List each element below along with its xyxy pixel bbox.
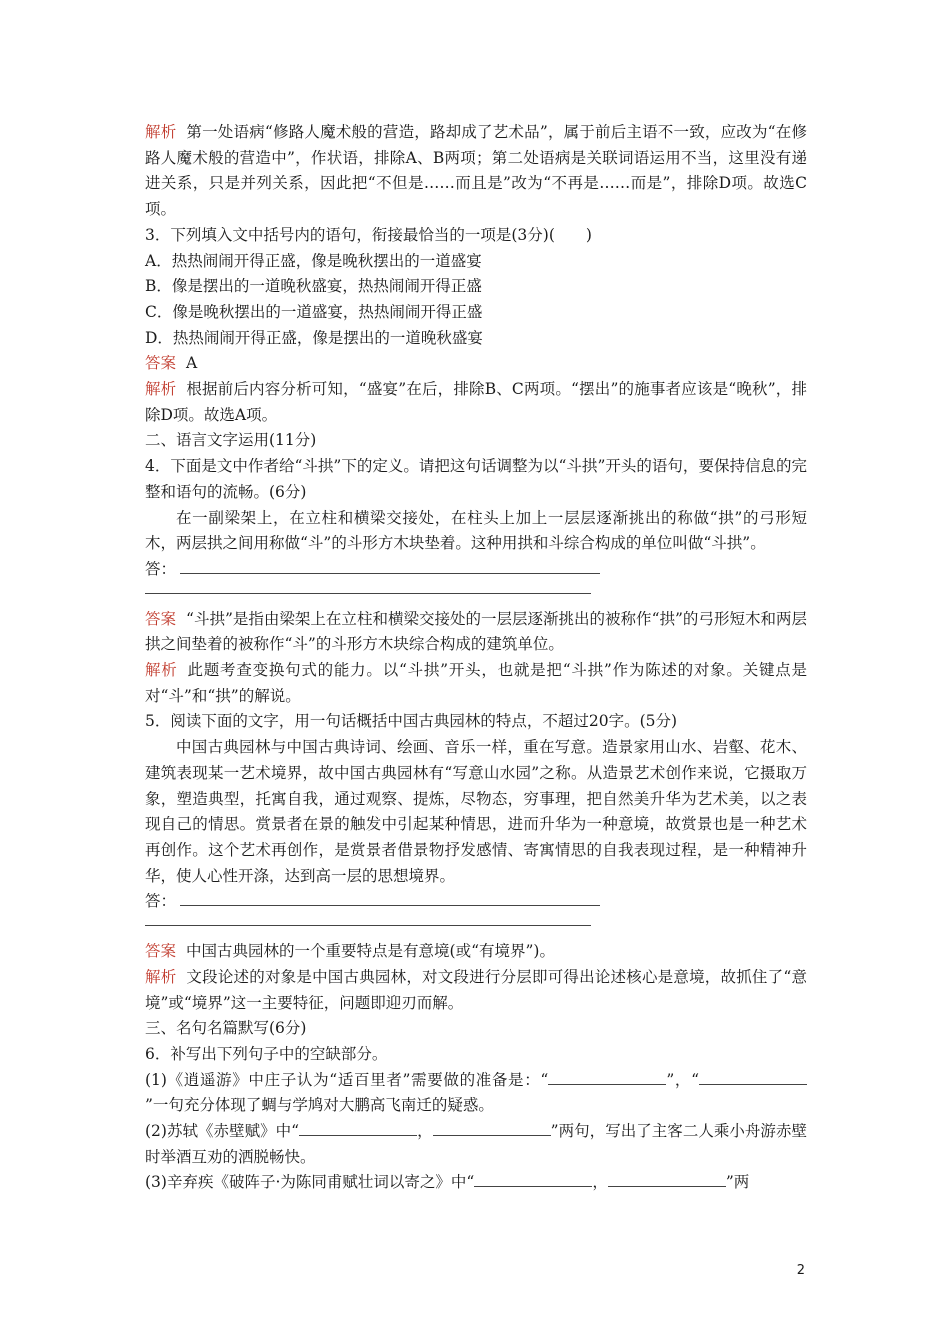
section-heading-3: 三、名句名篇默写(6分) [145,1019,307,1038]
q6-item-3 [145,1170,807,1196]
q6-blank-2[interactable] [699,1069,751,1085]
q5-answer-blank[interactable] [180,889,600,906]
q2-analysis-text: 第一处语病“修路人魔术般的营造，路却成了艺术品”，属于前后主语不一致，应改为“在修路人魔术般的营造中”，作状语，排除A、B两项；第二处语病是关联词语运用不当，这里没有递进关系，只是并列关系，因此把“不但是……而且是”改为“不再是……而是”，排除D项。故选C项。 [145,123,807,219]
q3-stem: 3．下列填入文中括号内的语句，衔接最恰当的一项是(3分)( ) [145,225,592,244]
document-page [145,120,807,1196]
q5-passage: 中国古典园林与中国古典诗词、绘画、音乐一样，重在写意。造景家用山水、岩壑、花木、建筑表现某一艺术境界，故中国古典园林有“写意山水园”之称。从造景艺术创作来说，它摄取万象，塑造典型，托寓自我，通过观察、提炼，尽物态，穷事理，把自然美升华为艺术美，以之表现自己的情思。赏景者在景的触发中引起某种情思，进而升华为一种意境，故赏景也是一种艺术再创作。这个艺术再创作，是赏景者借景物抒发感情、寄寓情思的自我表现过程，是一种精神升华，使人心性开涤，达到高一层的思想境界。 [145,738,807,885]
q6-blank-3[interactable] [299,1120,417,1136]
q3-analysis [145,377,807,428]
q6-item-2 [145,1119,807,1170]
q4-analysis-text: 此题考查变换句式的能力。以“斗拱”开头，也就是把“斗拱”作为陈述的对象。关键点是对“斗”和“拱”的解说。 [145,661,807,705]
q5-analysis [145,965,807,1016]
answer-prompt: 答： [145,559,177,578]
q3-answer-text: A [186,354,198,373]
q5-stem: 5．阅读下面的文字，用一句话概括中国古典园林的特点，不超过20字。(5分) [145,712,678,731]
q4-stem: 4．下面是文中作者给“斗拱”下的定义。请把这句话调整为以“斗拱”开头的语句，要保持信息的完整和语句的流畅。(6分) [145,457,807,501]
q3-option-b: B．像是摆出的一道晚秋盛宴，热热闹闹开得正盛 [145,277,482,296]
q6-item-2-text-c: ”两句，写出了主客二人乘小舟游赤壁时举酒互劝的洒脱畅快。 [145,1122,807,1166]
q3-option-d: D．热热闹闹开得正盛，像是摆出的一道晚秋盛宴 [145,328,483,347]
q6-item-3-text-a: (3)辛弃疾《破阵子·为陈同甫赋壮词以寄之》中“ [145,1173,475,1192]
q6-item-3-text-c: ”两 [725,1173,750,1192]
q3-option-a: A．热热闹闹开得正盛，像是晚秋摆出的一道盛宴 [145,251,482,270]
q6-blank-5[interactable] [474,1171,592,1187]
q6-item-1-text-c: ”一句充分体现了蜩与学鸠对大鹏高飞南迁的疑惑。 [145,1096,494,1115]
q6-blank-2-cont[interactable] [751,1069,807,1085]
answer-label: 答案 [145,942,177,961]
q3-option-c: C．像是晚秋摆出的一道盛宴，热热闹闹开得正盛 [145,302,483,321]
q6-stem: 6．补写出下列句子中的空缺部分。 [145,1044,388,1063]
q4-answer-line[interactable] [145,557,807,583]
q5-answer-line[interactable] [145,889,807,915]
q6-item-1 [145,1068,807,1119]
q4-analysis [145,658,807,709]
q5-answer-blank-2[interactable] [145,915,591,926]
analysis-label: 解析 [145,661,178,680]
q3-analysis-text: 根据前后内容分析可知，“盛宴”在后，排除B、C两项。“摆出”的施事者应该是“晚秋”，排除D项。故选A项。 [145,380,807,424]
section-heading-2: 二、语言文字运用(11分) [145,431,317,450]
q4-passage: 在一副梁架上，在立柱和横梁交接处，在柱头上加上一层层逐渐挑出的称做“拱”的弓形短木，两层拱之间用称做“斗”的斗形方木块垫着。这种用拱和斗综合构成的单位叫做“斗拱”。 [145,508,807,553]
q4-answer [145,607,807,658]
analysis-label: 解析 [145,380,177,399]
q5-answer-text: 中国古典园林的一个重要特点是有意境(或“有境界”)。 [186,942,555,961]
q6-blank-4[interactable] [433,1120,551,1136]
q2-analysis [145,120,807,223]
q5-answer [145,939,807,965]
q6-item-2-text-b: ， [417,1122,433,1141]
page-number: 2 [796,1263,805,1278]
q4-answer-text: “斗拱”是指由梁架上在立柱和横梁交接处的一层层逐渐挑出的被称作“拱”的弓形短木和两层拱之间垫着的被称作“斗”的斗形方木块综合构成的建筑单位。 [145,609,807,654]
q6-item-1-text-b: ”，“ [666,1070,699,1089]
q6-item-1-text-a: (1)《逍遥游》中庄子认为“适百里者”需要做的准备是：“ [145,1070,549,1089]
analysis-label: 解析 [145,123,177,141]
q6-item-2-text-a: (2)苏轼《赤壁赋》中“ [145,1122,300,1141]
q6-blank-1[interactable] [548,1069,666,1085]
q6-item-3-text-b: ， [592,1173,608,1192]
answer-label: 答案 [145,609,177,628]
q4-answer-blank[interactable] [180,557,600,574]
q3-answer [145,351,807,377]
analysis-label: 解析 [145,967,177,986]
q5-analysis-text: 文段论述的对象是中国古典园林，对文段进行分层即可得出论述核心是意境，故抓住了“意境”或“境界”这一主要特征，问题即迎刃而解。 [145,967,807,1012]
answer-label: 答案 [145,354,177,373]
q4-answer-blank-2[interactable] [145,583,591,594]
q6-blank-6[interactable] [608,1171,726,1187]
answer-prompt: 答： [145,892,177,911]
